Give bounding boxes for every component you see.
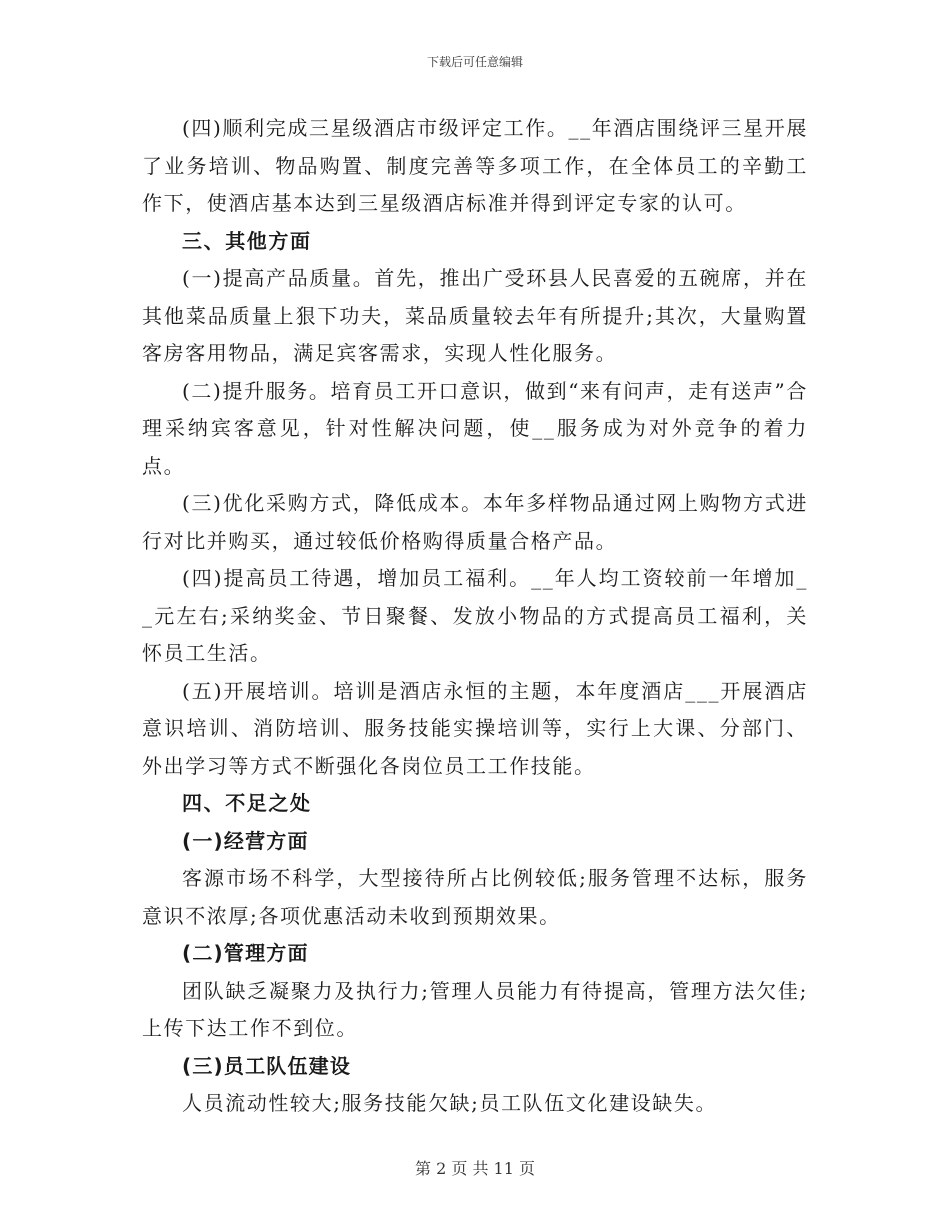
paragraph-product-quality: (一)提高产品质量。首先，推出广受环县人民喜爱的五碗席，并在其他菜品质量上狠下功夫，菜品质量较去年有所提升;其次，大量购置客房客用物品，满足宾客需求，实现人性化服务。 bbox=[142, 266, 808, 365]
subheading-staff-team: (三)员工队伍建设 bbox=[182, 1053, 352, 1078]
section-heading-shortcomings: 四、不足之处 bbox=[182, 791, 312, 815]
paragraph-star-rating: (四)顺利完成三星级酒店市级评定工作。__年酒店围绕评三星开展了业务培训、物品购置、制度完善等多项工作，在全体员工的辛勤工作下，使酒店基本达到三星级酒店标准并得到评定专家的认可。 bbox=[142, 116, 808, 215]
document-body bbox=[142, 110, 808, 1123]
paragraph-training: (五)开展培训。培训是酒店永恒的主题，本年度酒店___开展酒店意识培训、消防培训、服务技能实操培训等，实行上大课、分部门、外出学习等方式不断强化各岗位员工工作技能。 bbox=[142, 678, 808, 778]
paragraph-operations: 客源市场不科学，大型接待所占比例较低;服务管理不达标，服务意识不浓厚;各项优惠活动未收到预期效果。 bbox=[142, 866, 808, 928]
paragraph-management: 团队缺乏凝聚力及执行力;管理人员能力有待提高，管理方法欠佳;上传下达工作不到位。 bbox=[142, 978, 808, 1040]
paragraph-staff-welfare: (四)提高员工待遇，增加员工福利。__年人均工资较前一年增加__元左右;采纳奖金、节日聚餐、发放小物品的方式提高员工福利，关怀员工生活。 bbox=[142, 566, 808, 665]
paragraph-service: (二)提升服务。培育员工开口意识，做到“来有问声，走有送声”合理采纳宾客意见，针对性解决问题，使__服务成为对外竞争的着力点。 bbox=[142, 378, 808, 478]
section-heading-other-aspects: 三、其他方面 bbox=[182, 228, 312, 253]
page-header: 下载后可任意编辑 bbox=[426, 55, 523, 69]
paragraph-procurement: (三)优化采购方式，降低成本。本年多样物品通过网上购物方式进行对比并购买，通过较低价格购得质量合格产品。 bbox=[142, 491, 808, 553]
paragraph-staff-team: 人员流动性较大;服务技能欠缺;员工队伍文化建设缺失。 bbox=[182, 1091, 718, 1115]
subheading-management: (二)管理方面 bbox=[182, 941, 309, 965]
page-number-footer: 第 2 页 共 11 页 bbox=[415, 1159, 535, 1178]
subheading-operations: (一)经营方面 bbox=[182, 828, 309, 853]
